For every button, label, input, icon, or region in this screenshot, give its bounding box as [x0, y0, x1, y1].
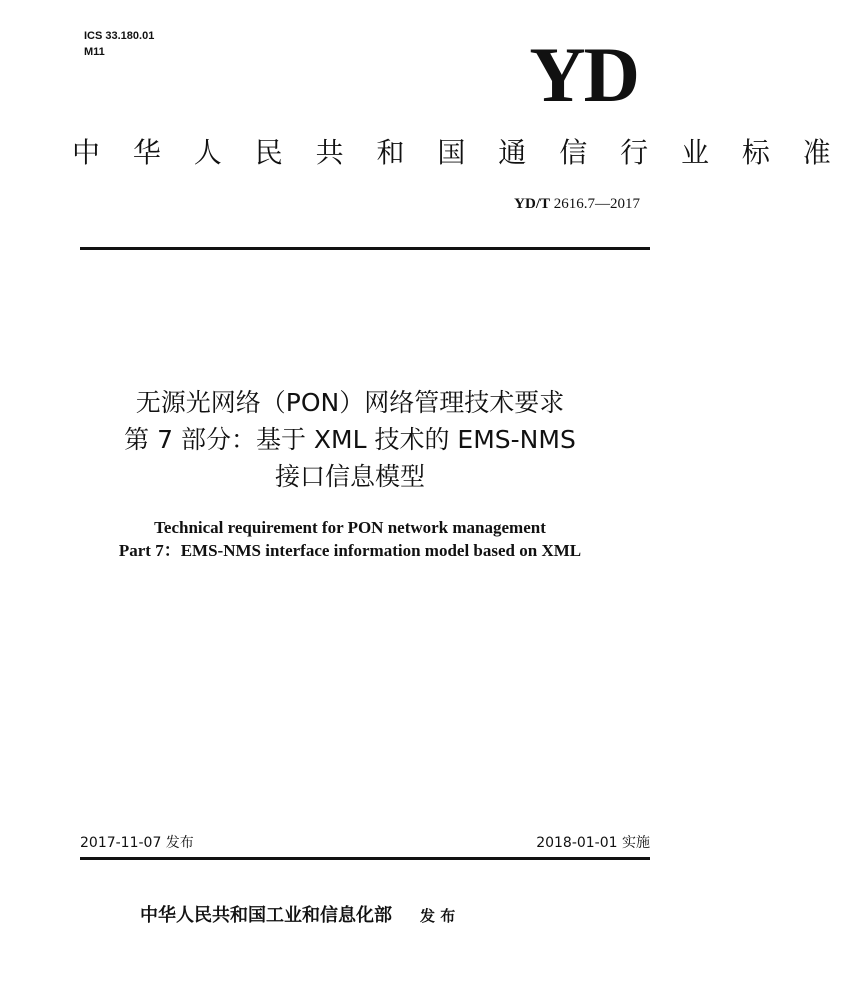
- standard-category-title: 中 华 人 民 共 和 国 通 信 行 业 标 准: [72, 136, 843, 169]
- standard-number: [440, 194, 640, 214]
- chinese-title-line-3: 接口信息模型: [274, 462, 425, 491]
- implementation-date: 2018-01-01 实施: [536, 835, 650, 851]
- ccs-code: M11: [84, 46, 105, 58]
- ics-code: ICS 33.180.01: [84, 30, 155, 42]
- yd-logo: YD: [529, 31, 638, 118]
- classification-codes: [84, 28, 154, 60]
- issuer-action: 发 布: [420, 907, 456, 925]
- standard-number-value: 2616.7—2017: [553, 196, 640, 212]
- standard-number-prefix: YD/T: [514, 196, 550, 212]
- english-title: [40, 516, 660, 562]
- english-title-line-2: Part 7：EMS-NMS interface information model based on XML: [118, 541, 582, 560]
- issue-date: 2017-11-07 发布: [80, 835, 194, 851]
- top-divider: [80, 247, 650, 250]
- issuer-name: 中华人民共和国工业和信息化部: [140, 905, 392, 926]
- chinese-title-line-2: 第 7 部分：基于 XML 技术的 EMS-NMS: [124, 425, 576, 454]
- bottom-divider: [80, 857, 650, 860]
- issuer-line: [140, 904, 600, 928]
- chinese-title: [40, 384, 660, 495]
- chinese-title-line-1: 无源光网络（PON）网络管理技术要求: [135, 388, 565, 417]
- english-title-line-1: Technical requirement for PON network management: [154, 518, 546, 537]
